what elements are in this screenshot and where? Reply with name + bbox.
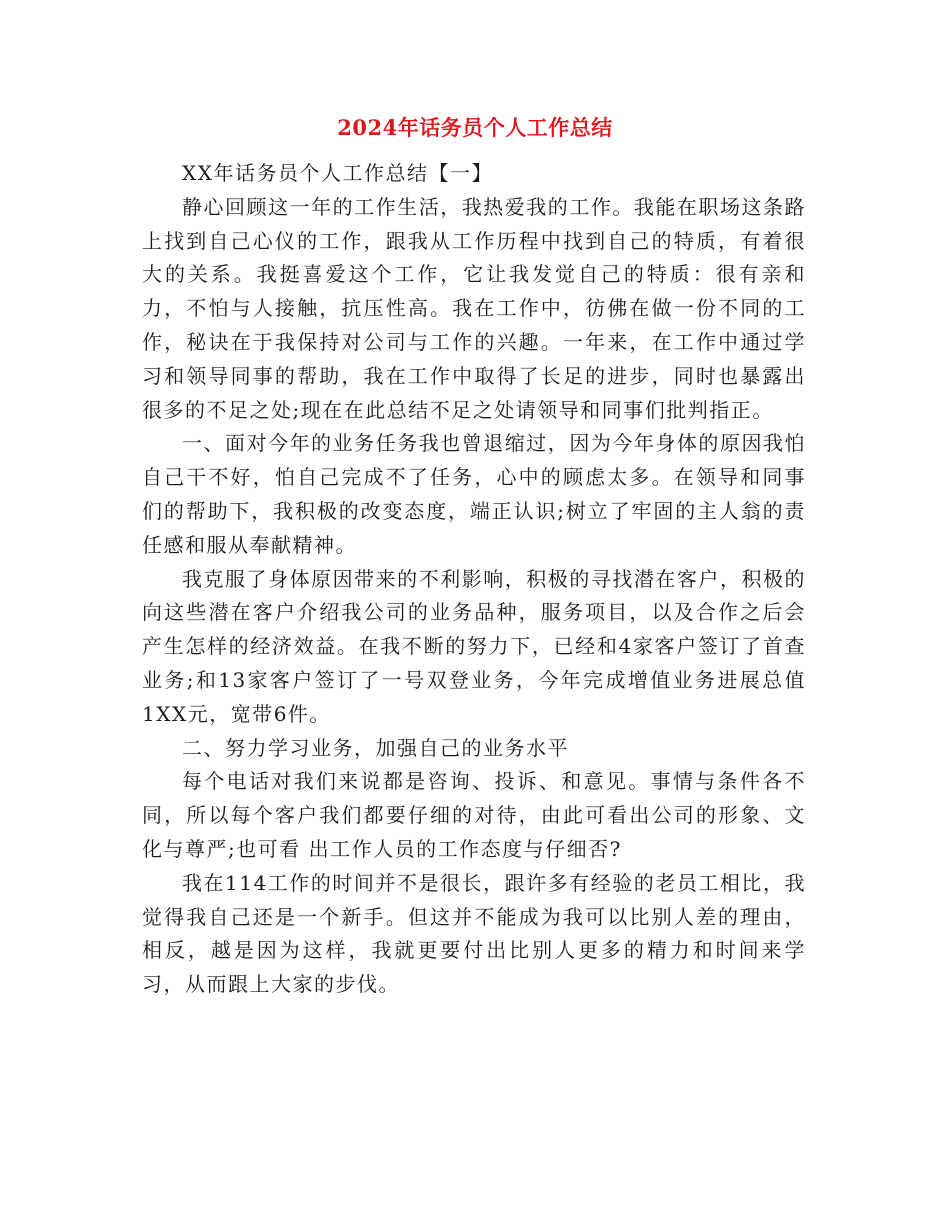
document-body — [142, 157, 806, 1002]
document-title: 2024年话务员个人工作总结 — [337, 115, 613, 140]
paragraph: 我在114工作的时间并不是很长，跟许多有经验的老员工相比，我觉得我自己还是一个新手。但这并不能成为我可以比别人差的理由，相反，越是因为这样，我就更要付出比别人更多的精力和时间来学习，从而跟上大家的步伐。 — [142, 870, 806, 997]
paragraph: 静心回顾这一年的工作生活，我热爱我的工作。我能在职场这条路上找到自己心仪的工作，跟我从工作历程中找到自己的特质，有着很大的关系。我挺喜爱这个工作，它让我发觉自己的特质：很有亲和力，不怕与人接触，抗压性高。我在工作中，彷佛在做一份不同的工作，秘诀在于我保持对公司与工作的兴趣。一年来，在工作中通过学习和领导同事的帮助，我在工作中取得了长足的进步，同时也暴露出很多的不足之处;现在在此总结不足之处请领导和同事们批判指正。 — [142, 194, 806, 422]
paragraph: 我克服了身体原因带来的不利影响，积极的寻找潜在客户，积极的向这些潜在客户介绍我公司的业务品种，服务项目，以及合作之后会产生怎样的经济效益。在我不断的努力下，已经和4家客户签订了首查业务;和13家客户签订了一号双登业务，今年完成增值业务进展总值1XX元，宽带6件。 — [142, 566, 806, 726]
section-heading: 二、努力学习业务，加强自己的业务水平 — [182, 735, 569, 760]
paragraph: 每个电话对我们来说都是咨询、投诉、和意见。事情与条件各不同，所以每个客户我们都要仔细的对待，由此可看出公司的形象、文化与尊严;也可看 出工作人员的工作态度与仔细否? — [142, 769, 806, 861]
paragraph: 一、面对今年的业务任务我也曾退缩过，因为今年身体的原因我怕自己干不好，怕自己完成不了任务，心中的顾虑太多。在领导和同事们的帮助下，我积极的改变态度，端正认识;树立了牢固的主人翁的责任感和服从奉献精神。 — [142, 431, 806, 557]
section-heading: XX年话务员个人工作总结【一】 — [182, 161, 493, 185]
